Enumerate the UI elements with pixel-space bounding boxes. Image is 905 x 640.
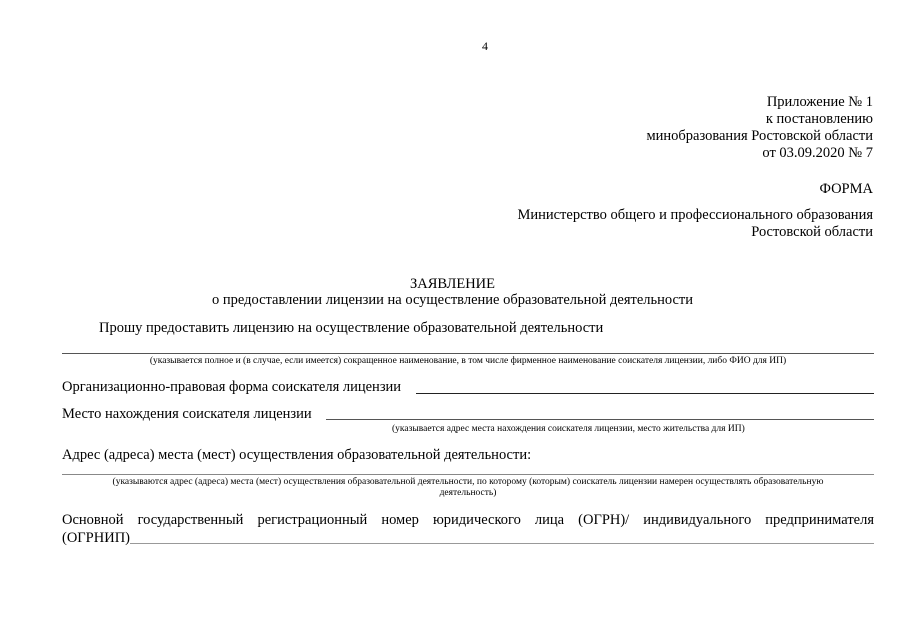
appendix-line-3: минобразования Ростовской области [646, 128, 873, 144]
ogrn-field-line[interactable] [130, 543, 874, 544]
appendix-line-2: к постановлению [765, 111, 873, 127]
ogrn-label-line-2: (ОГРНИП) [62, 530, 130, 546]
org-form-field-line[interactable] [416, 393, 874, 394]
ogrn-label-line-1: Основной государственный регистрационный номер юридического лица (ОГРН)/ индивидуального предпринимателя [62, 512, 874, 528]
name-field-line[interactable] [62, 353, 874, 354]
address-field-line[interactable] [62, 474, 874, 475]
recipient-line-2: Ростовской области [751, 224, 873, 240]
location-field-line[interactable] [326, 419, 874, 420]
address-hint-line-1: (указываются адрес (адреса) места (мест) осуществления образовательной деятельности, по которому (которым) соискатель лицензии намерен осуществлять образовательную [112, 477, 824, 487]
location-label: Место нахождения соискателя лицензии [62, 406, 315, 423]
document-title: ЗАЯВЛЕНИЕ [409, 276, 496, 292]
page-number: 4 [482, 39, 488, 53]
appendix-line-4: от 03.09.2020 № 7 [762, 145, 873, 161]
form-label: ФОРМА [819, 181, 873, 197]
location-hint: (указывается адрес места нахождения соискателя лицензии, место жительства для ИП) [392, 424, 745, 434]
address-hint-line-2: деятельность) [439, 488, 497, 498]
address-label: Адрес (адреса) места (мест) осуществления образовательной деятельности: [62, 447, 532, 463]
name-hint: (указывается полное и (в случае, если имеется) сокращенное наименование, в том числе фирменное наименование соискателя лицензии, либо ФИО для ИП) [149, 356, 787, 366]
appendix-line-1: Приложение № 1 [766, 94, 873, 110]
recipient-line-1: Министерство общего и профессионального образования [517, 207, 873, 223]
document-subtitle: о предоставлении лицензии на осуществление образовательной деятельности [211, 292, 694, 308]
request-text: Прошу предоставить лицензию на осуществление образовательной деятельности [99, 320, 604, 336]
org-form-label: Организационно-правовая форма соискателя лицензии [62, 379, 404, 396]
